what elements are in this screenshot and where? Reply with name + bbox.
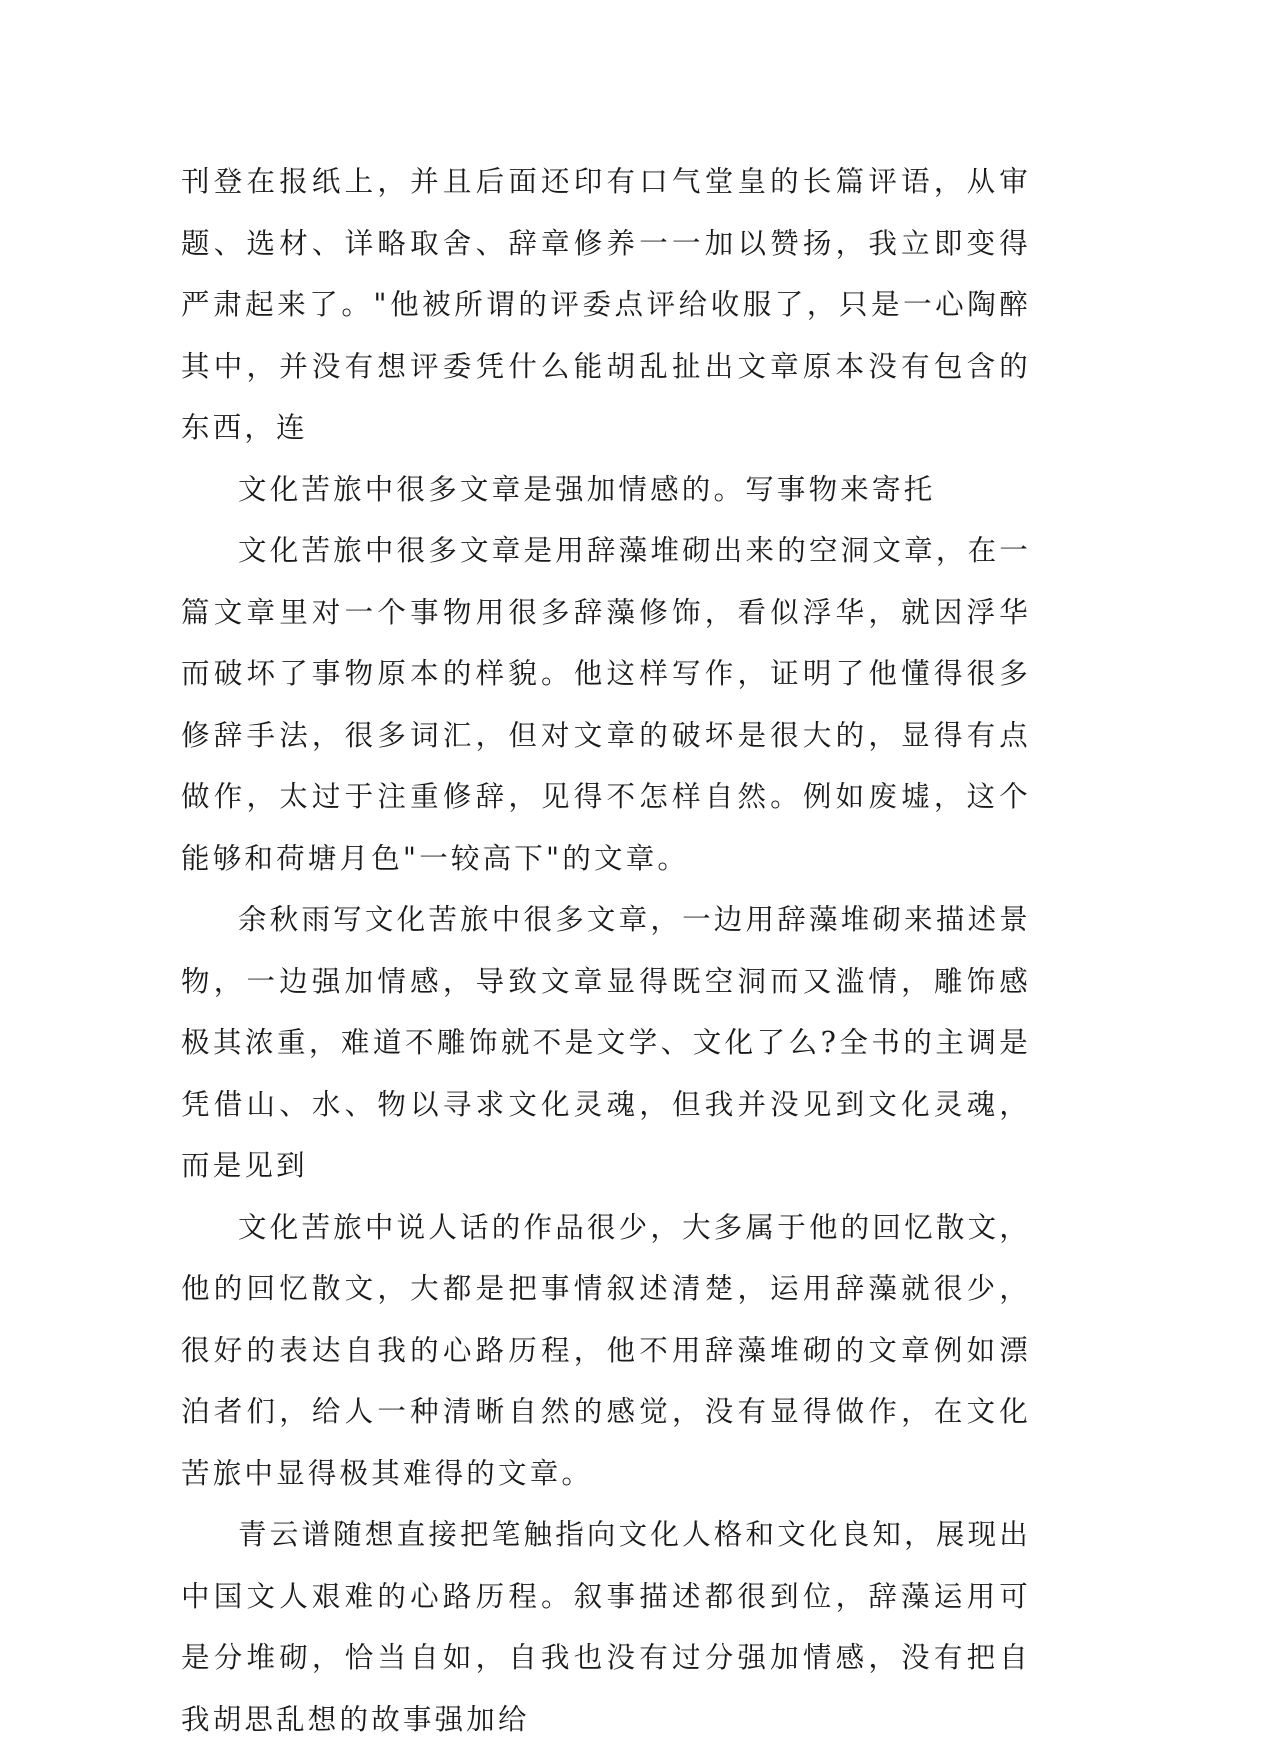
paragraph-4: 余秋雨写文化苦旅中很多文章，一边用辞藻堆砌来描述景物，一边强加情感，导致文章显得既空洞而又滥情，雕饰感极其浓重，难道不雕饰就不是文学、文化了么?全书的主调是凭借山、水、物以寻求文化灵魂，但我并没见到文化灵魂，而是见到: [181, 903, 1031, 1182]
paragraph-5: 文化苦旅中说人话的作品很少，大多属于他的回忆散文，他的回忆散文，大都是把事情叙述清楚，运用辞藻就很少，很好的表达自我的心路历程，他不用辞藻堆砌的文章例如漂泊者们，给人一种清晰自然的感觉，没有显得做作，在文化苦旅中显得极其难得的文章。: [181, 1210, 1031, 1490]
paragraph-1: 刊登在报纸上，并且后面还印有口气堂皇的长篇评语，从审题、选材、详略取舍、辞章修养一一加以赞扬，我立即变得严肃起来了。"他被所谓的评委点评给收服了，只是一心陶醉其中，并没有想评委凭什么能胡乱扯出文章原本没有包含的东西，连: [181, 165, 1031, 444]
document-page: [181, 151, 1031, 1750]
paragraph-6: 青云谱随想直接把笔触指向文化人格和文化良知，展现出中国文人艰难的心路历程。叙事描述都很到位，辞藻运用可是分堆砌，恰当自如，自我也没有过分强加情感，没有把自我胡思乱想的故事强加给: [181, 1518, 1031, 1736]
paragraph-2: 文化苦旅中很多文章是强加情感的。写事物来寄托: [238, 472, 936, 506]
paragraph-3: 文化苦旅中很多文章是用辞藻堆砌出来的空洞文章，在一篇文章里对一个事物用很多辞藻修饰，看似浮华，就因浮华而破坏了事物原本的样貌。他这样写作，证明了他懂得很多修辞手法，很多词汇，但对文章的破坏是很大的，显得有点做作，太过于注重修辞，见得不怎样自然。例如废墟，这个能够和荷塘月色"一较高下"的文章。: [181, 534, 1031, 875]
